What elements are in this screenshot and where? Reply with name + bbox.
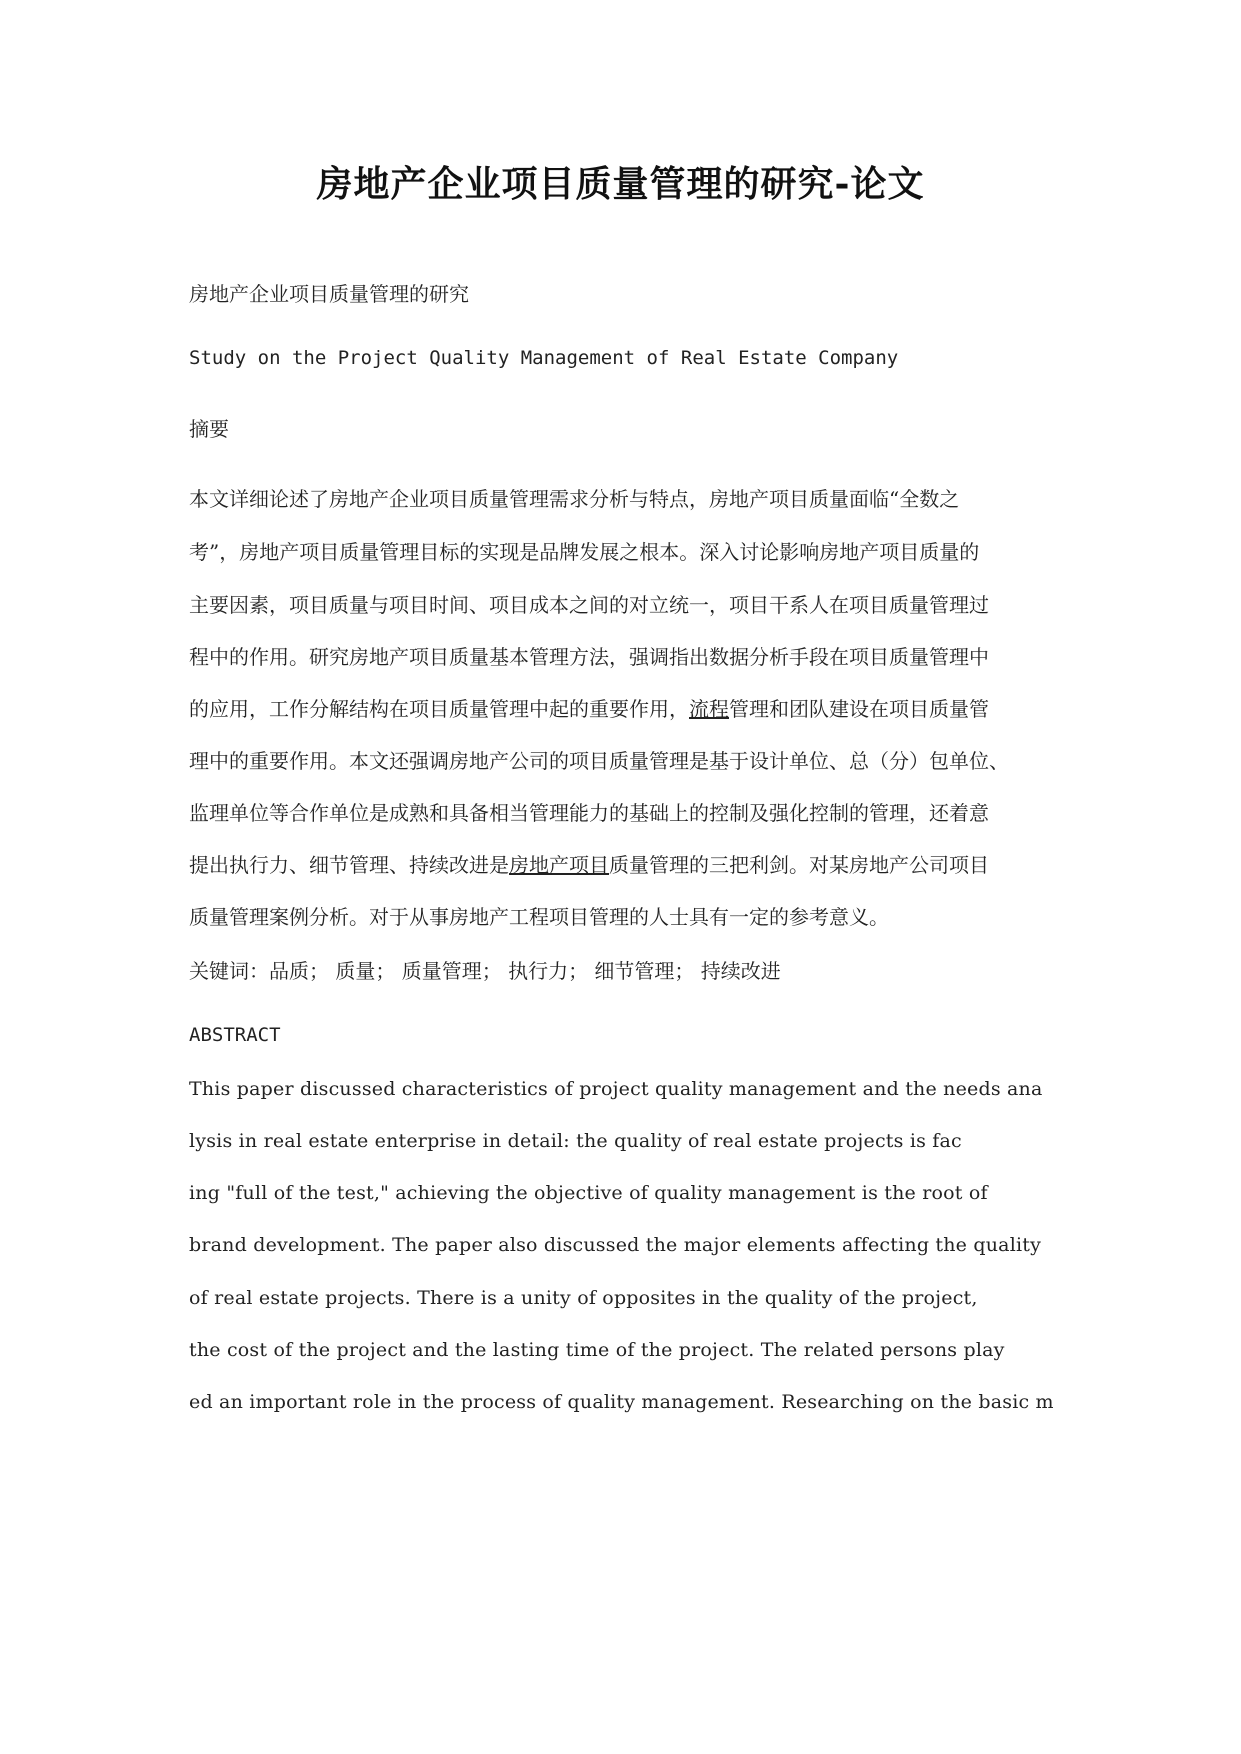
- real-estate-project-link[interactable]: 房地产项目: [509, 853, 609, 877]
- line-text: 管理和团队建设在项目质量管: [729, 697, 989, 721]
- line-text: 提出执行力、细节管理、持续改进是: [189, 853, 509, 877]
- abstract-cn-line: [189, 693, 1054, 722]
- abstract-cn-line: 程中的作用。研究房地产项目质量基本管理方法，强调指出数据分析手段在项目质量管理中: [189, 645, 989, 669]
- abstract-cn-line: [189, 849, 1054, 878]
- abstract-en-line: the cost of the project and the lasting time of the project. The related persons play: [189, 1339, 1005, 1361]
- document-title: 房地产企业项目质量管理的研究-论文: [316, 163, 925, 205]
- abstract-en-line: ed an important role in the process of quality management. Researching on the basic m: [189, 1391, 1054, 1413]
- abstract-heading-cn: 摘要: [189, 417, 229, 441]
- abstract-heading-en: ABSTRACT: [189, 1024, 281, 1046]
- abstract-cn-line: 理中的重要作用。本文还强调房地产公司的项目质量管理是基于设计单位、总（分）包单位、: [189, 749, 1009, 773]
- abstract-cn-line: 本文详细论述了房地产企业项目质量管理需求分析与特点，房地产项目质量面临“全数之: [189, 487, 960, 511]
- abstract-en-line: ing "full of the test," achieving the objective of quality management is the root of: [189, 1182, 988, 1204]
- line-text: 的应用，工作分解结构在项目质量管理中起的重要作用，: [189, 697, 689, 721]
- subtitle-en: Study on the Project Quality Management of Real Estate Company: [189, 347, 899, 369]
- abstract-en-line: brand development. The paper also discussed the major elements affecting the quality: [189, 1234, 1042, 1256]
- subtitle-cn: 房地产企业项目质量管理的研究: [189, 282, 469, 306]
- abstract-en-line: of real estate projects. There is a unity of opposites in the quality of the project,: [189, 1287, 978, 1309]
- abstract-cn-line: 考”，房地产项目质量管理目标的实现是品牌发展之根本。深入讨论影响房地产项目质量的: [189, 540, 980, 564]
- abstract-en-line: This paper discussed characteristics of project quality management and the needs ana: [189, 1078, 1043, 1100]
- abstract-en-line: lysis in real estate enterprise in detail: the quality of real estate projects is fac: [189, 1130, 962, 1152]
- keywords: 关键词：品质； 质量； 质量管理； 执行力； 细节管理； 持续改进: [189, 959, 781, 983]
- abstract-cn-line: 主要因素，项目质量与项目时间、项目成本之间的对立统一，项目干系人在项目质量管理过: [189, 593, 989, 617]
- line-text: 质量管理的三把利剑。对某房地产公司项目: [609, 853, 989, 877]
- process-link[interactable]: 流程: [689, 697, 729, 721]
- abstract-cn-line: 质量管理案例分析。对于从事房地产工程项目管理的人士具有一定的参考意义。: [189, 905, 889, 929]
- abstract-cn-line: 监理单位等合作单位是成熟和具备相当管理能力的基础上的控制及强化控制的管理，还着意: [189, 801, 989, 825]
